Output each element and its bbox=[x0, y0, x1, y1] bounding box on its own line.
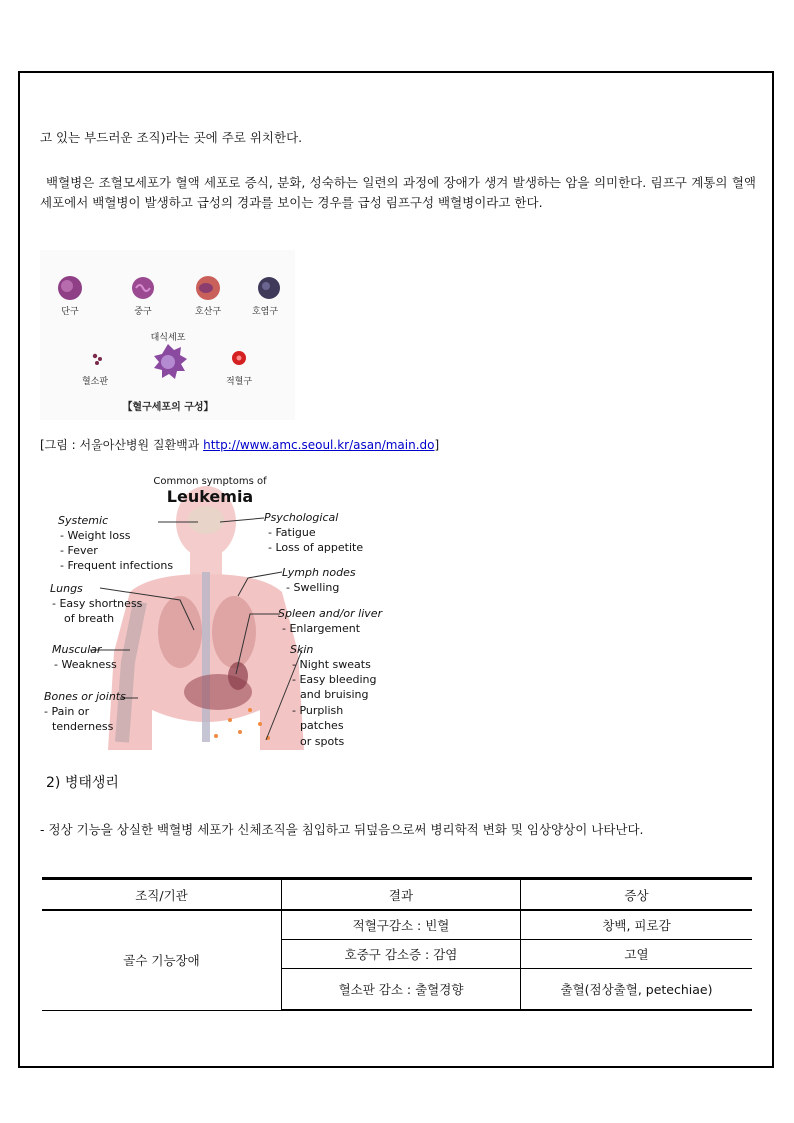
systemic-heading: Systemic bbox=[58, 514, 109, 527]
lungs-line: - Easy shortness bbox=[52, 597, 143, 610]
label-macrophage: 대식세포 bbox=[150, 333, 186, 343]
symptom-cell: 창백, 피로감 bbox=[521, 910, 753, 940]
neutrophil-cell bbox=[132, 277, 154, 299]
skin-heading: Skin bbox=[290, 643, 314, 656]
caption-suffix: ] bbox=[434, 438, 440, 452]
symptom-cell: 고열 bbox=[521, 940, 753, 969]
pathophysiology-table bbox=[42, 877, 752, 1011]
skin-line: or spots bbox=[300, 735, 345, 748]
lymph-heading: Lymph nodes bbox=[282, 566, 356, 579]
muscular-line: - Weakness bbox=[54, 658, 117, 671]
figure2-subtitle: Common symptoms of bbox=[153, 476, 267, 487]
figure-caption bbox=[40, 436, 439, 453]
header-symptom: 증상 bbox=[521, 879, 753, 911]
monocyte-cell bbox=[58, 276, 82, 300]
paragraph-leukemia-definition: 백혈병은 조혈모세포가 혈액 세포로 증식, 분화, 성숙하는 일련의 과정에 장애가 생겨 발생하는 암을 의미한다. 림프구 계통의 혈액 세포에서 백혈병이 발생하고 급성의 경과를 보이는 경우를 급성 림프구성 백혈병이라고 한다. bbox=[40, 175, 756, 210]
label-neutrophil: 중구 bbox=[134, 307, 152, 317]
section-heading: 2) 병태생리 bbox=[46, 775, 119, 791]
table-header-row bbox=[42, 879, 752, 911]
intro-text: 고 있는 부드러운 조직)라는 곳에 주로 위치한다. bbox=[40, 130, 303, 145]
symptom-cell: 출혈(점상출혈, petechiae) bbox=[521, 969, 753, 1011]
lungs-line: of breath bbox=[64, 612, 115, 625]
label-platelet: 혈소판 bbox=[81, 377, 109, 387]
systemic-line: - Frequent infections bbox=[60, 559, 174, 572]
result-cell: 적혈구감소 : 빈혈 bbox=[282, 910, 521, 940]
label-monocyte: 단구 bbox=[61, 307, 79, 317]
skin-line: - Purplish bbox=[292, 704, 344, 717]
figure1-title: 【혈구세포의 구성】 bbox=[122, 402, 214, 413]
lungs-heading: Lungs bbox=[50, 582, 83, 595]
systemic-line: - Fever bbox=[60, 544, 98, 557]
bones-line: tenderness bbox=[52, 720, 114, 733]
label-eosinophil: 호산구 bbox=[194, 307, 222, 317]
result-cell: 호중구 감소증 : 감염 bbox=[282, 940, 521, 969]
header-organ: 조직/기관 bbox=[42, 879, 282, 911]
skin-line: - Easy bleeding bbox=[292, 673, 377, 686]
paragraph-pathophysiology: - 정상 기능을 상실한 백혈병 세포가 신체조직을 침입하고 뒤덮음으로써 병리학적 변화 및 임상양상이 나타난다. bbox=[40, 822, 644, 837]
basophil-cell bbox=[258, 277, 280, 299]
spleen-heading: Spleen and/or liver bbox=[278, 607, 383, 620]
label-rbc: 적혈구 bbox=[225, 377, 253, 387]
blood-cells-figure bbox=[40, 250, 295, 420]
result-cell: 혈소판 감소 : 출혈경향 bbox=[282, 969, 521, 1011]
bones-heading: Bones or joints bbox=[44, 690, 126, 703]
lymph-line: - Swelling bbox=[286, 581, 340, 594]
leukemia-symptoms-figure bbox=[40, 462, 390, 750]
systemic-line: - Weight loss bbox=[60, 529, 131, 542]
figure2-title: Leukemia bbox=[166, 487, 254, 506]
eosinophil-cell bbox=[196, 276, 220, 300]
caption-prefix: [그림 : 서울아산병원 질환백과 bbox=[40, 438, 204, 452]
psych-heading: Psychological bbox=[264, 511, 339, 524]
source-link[interactable]: http://www.amc.seoul.kr/asan/main.do bbox=[203, 438, 435, 452]
label-basophil: 호염구 bbox=[251, 307, 279, 317]
header-result: 결과 bbox=[282, 879, 521, 911]
spleen-line: - Enlargement bbox=[282, 622, 361, 635]
psych-line: - Fatigue bbox=[268, 526, 316, 539]
psych-line: - Loss of appetite bbox=[268, 541, 364, 554]
muscular-heading: Muscular bbox=[52, 643, 102, 656]
red-blood-cell bbox=[232, 351, 246, 365]
organ-cell: 골수 기능장애 bbox=[42, 910, 282, 1010]
skin-line: patches bbox=[300, 719, 344, 732]
table-row bbox=[42, 910, 752, 940]
bones-line: - Pain or bbox=[44, 705, 90, 718]
skin-line: - Night sweats bbox=[292, 658, 371, 671]
skin-line: and bruising bbox=[300, 688, 369, 701]
